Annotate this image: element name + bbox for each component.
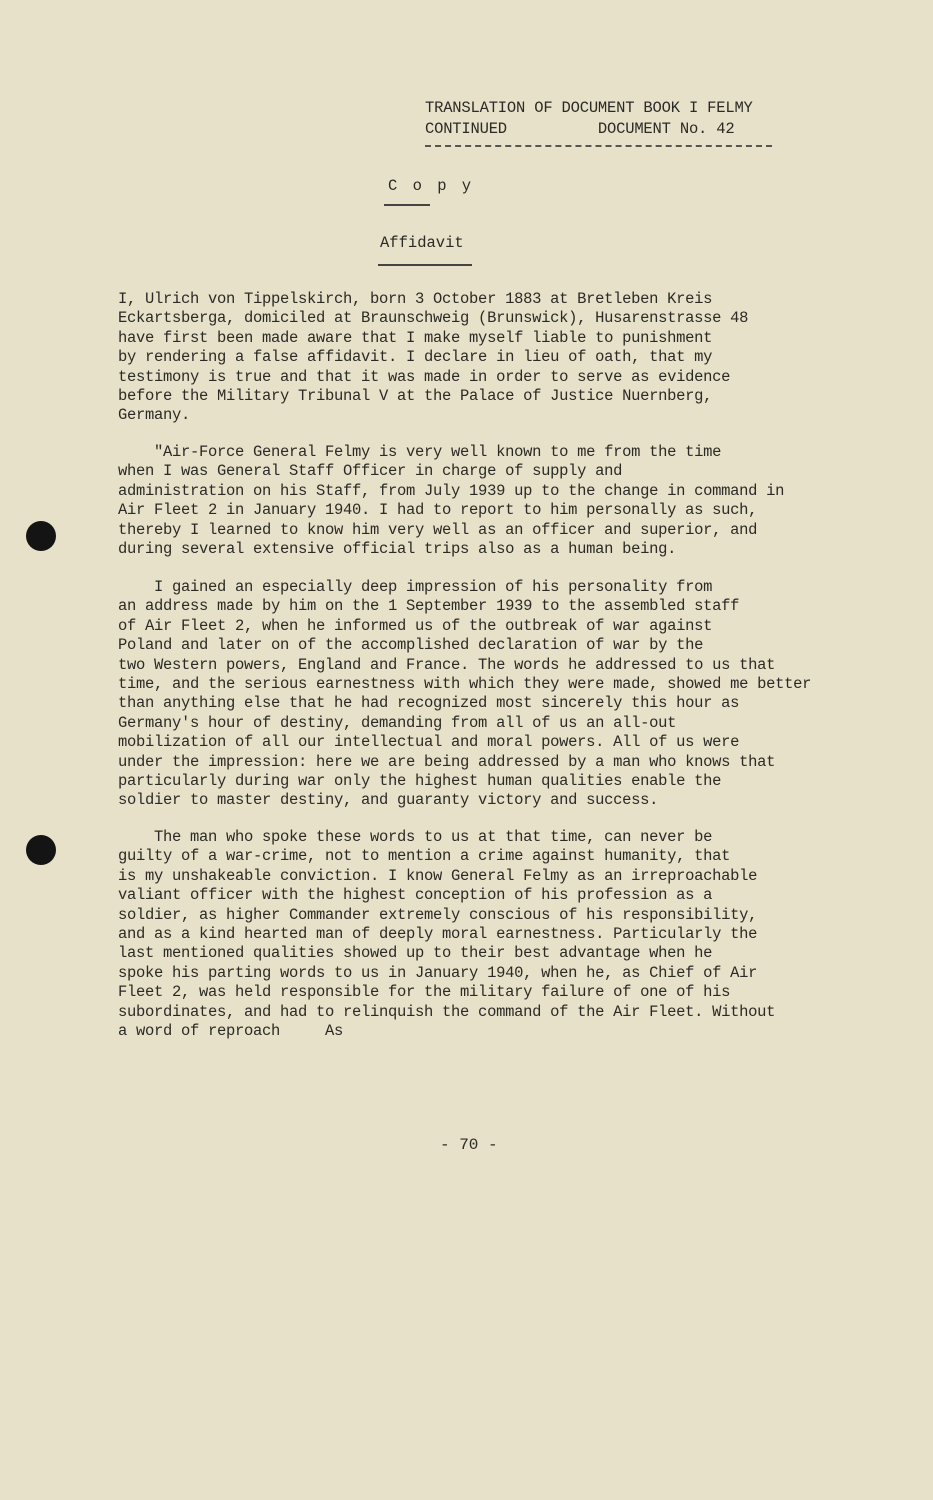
text-line: particularly during war only the highest human qualities enable the	[118, 771, 722, 790]
text-line: mobilization of all our intellectual and moral powers. All of us were	[118, 733, 740, 752]
punch-hole	[26, 835, 56, 865]
text-line: subordinates, and had to relinquish the command of the Air Fleet. Without	[118, 1002, 776, 1021]
page-number: - 70 -	[440, 1136, 498, 1154]
text-line: I, Ulrich von Tippelskirch, born 3 October 1883 at Bretleben Kreis	[118, 290, 713, 308]
text-line: guilty of a war-crime, not to mention a crime against humanity, that	[118, 847, 731, 866]
text-line: Fleet 2, was held responsible for the military failure of one of his	[118, 983, 731, 1002]
copy-label: C o p y	[388, 177, 475, 195]
text-line: last mentioned qualities showed up to their best advantage when he	[118, 944, 713, 963]
paragraph-conviction	[118, 828, 775, 1041]
text-line: than anything else that he had recognized most sincerely this hour as	[118, 694, 740, 713]
text-line: is my unshakeable conviction. I know General Felmy as an irreproachable	[118, 866, 758, 885]
header-line-2: CONTINUED DOCUMENT No. 42	[425, 120, 735, 138]
paragraph-declaration	[118, 290, 748, 426]
text-line: when I was General Staff Officer in charge of supply and	[118, 462, 623, 481]
text-line: an address made by him on the 1 September 1939 to the assembled staff	[118, 597, 740, 616]
header-line-1: TRANSLATION OF DOCUMENT BOOK I FELMY	[425, 99, 753, 117]
paragraph-acquaintance	[118, 443, 784, 559]
text-line: Air Fleet 2 in January 1940. I had to report to him personally as such,	[118, 501, 758, 520]
text-line: under the impression: here we are being addressed by a man who knows that	[118, 752, 776, 771]
text-line: I gained an especially deep impression of his personality from	[118, 578, 713, 596]
text-line: The man who spoke these words to us at that time, can never be	[118, 828, 713, 846]
text-line: and as a kind hearted man of deeply moral earnestness. Particularly the	[118, 924, 758, 943]
text-line: Germany's hour of destiny, demanding from all of us an all-out	[118, 713, 677, 732]
header-divider	[425, 145, 772, 147]
text-line: Eckartsberga, domiciled at Braunschweig (Brunswick), Husarenstrasse 48	[118, 309, 749, 328]
text-line: soldier to master destiny, and guaranty victory and success.	[118, 791, 659, 810]
text-line: soldier, as higher Commander extremely conscious of his responsibility,	[118, 905, 758, 924]
text-line: before the Military Tribunal V at the Palace of Justice Nuernberg,	[118, 386, 713, 405]
affidavit-underline	[378, 264, 472, 266]
text-line: Germany.	[118, 406, 191, 425]
text-line: spoke his parting words to us in January 1940, when he, as Chief of Air	[118, 963, 758, 982]
text-line: by rendering a false affidavit. I declare in lieu of oath, that my	[118, 348, 713, 367]
text-line: "Air-Force General Felmy is very well known to me from the time	[118, 443, 722, 461]
punch-hole	[26, 521, 56, 551]
affidavit-title: Affidavit	[380, 234, 464, 252]
text-line: time, and the serious earnestness with which they were made, showed me better	[118, 674, 812, 693]
text-line: two Western powers, England and France. The words he addressed to us that	[118, 655, 776, 674]
text-line: thereby I learned to know him very well as an officer and superior, and	[118, 520, 758, 539]
text-line: a word of reproach As	[118, 1021, 344, 1040]
text-line: administration on his Staff, from July 1939 up to the change in command in	[118, 481, 785, 500]
text-line: during several extensive official trips also as a human being.	[118, 539, 677, 558]
text-line: of Air Fleet 2, when he informed us of the outbreak of war against	[118, 616, 713, 635]
text-line: have first been made aware that I make myself liable to punishment	[118, 328, 713, 347]
paragraph-impression	[118, 578, 811, 811]
text-line: Poland and later on of the accomplished declaration of war by the	[118, 636, 704, 655]
text-line: testimony is true and that it was made in order to serve as evidence	[118, 367, 731, 386]
text-line: valiant officer with the highest conception of his profession as a	[118, 886, 713, 905]
copy-underline	[384, 204, 430, 206]
